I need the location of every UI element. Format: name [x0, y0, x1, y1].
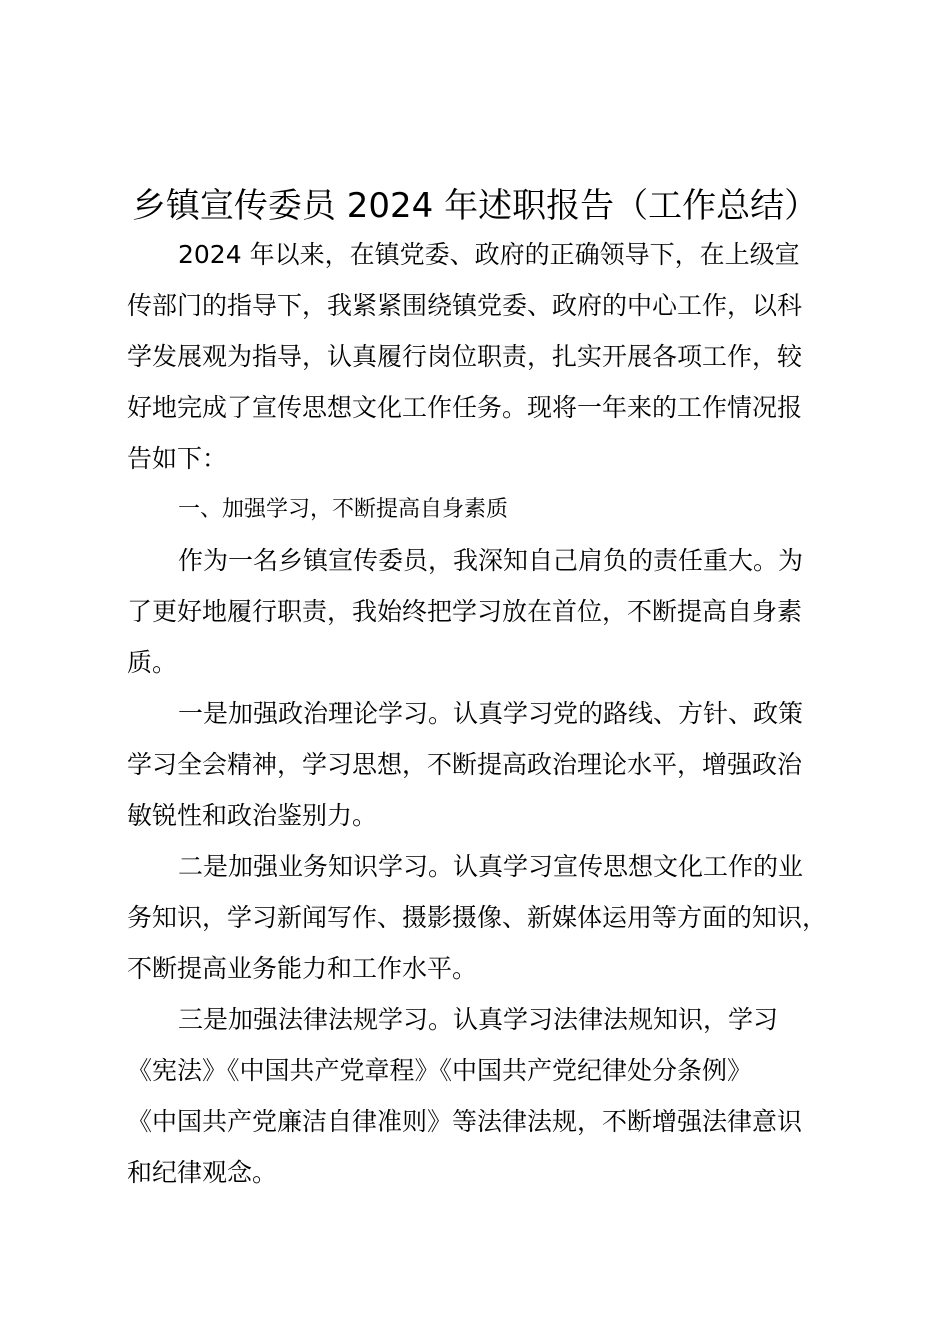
paragraph-line: 不断提高业务能力和工作水平。	[127, 954, 478, 983]
paragraph-line: 三是加强法律法规学习。认真学习法律法规知识，学习	[178, 1005, 779, 1034]
paragraph-business-study	[127, 841, 837, 994]
paragraph-political-study	[127, 688, 837, 841]
paragraph-line: 传部门的指导下，我紧紧围绕镇党委、政府的中心工作，以科	[127, 291, 803, 320]
section-heading-text: 一、加强学习，不断提高自身素质	[178, 497, 509, 522]
paragraph-line: 《宪法》《中国共产党章程》《中国共产党纪律处分条例》	[127, 1056, 753, 1085]
paragraph-responsibility	[127, 535, 837, 688]
document-body	[127, 229, 837, 1198]
paragraph-line: 敏锐性和政治鉴别力。	[127, 801, 378, 830]
paragraph-intro	[127, 229, 837, 484]
paragraph-law-study	[127, 994, 837, 1198]
paragraph-line: 二是加强业务知识学习。认真学习宣传思想文化工作的业	[178, 852, 804, 881]
paragraph-line: 告如下：	[127, 444, 228, 473]
paragraph-line: 务知识，学习新闻写作、摄影摄像、新媒体运用等方面的知识，	[127, 903, 828, 932]
paragraph-line: 质。	[127, 648, 178, 677]
paragraph-line: 《中国共产党廉洁自律准则》等法律法规，不断增强法律意识	[127, 1107, 803, 1136]
document-title: 乡镇宣传委员 2024 年述职报告（工作总结）	[131, 186, 819, 226]
paragraph-line: 学习全会精神，学习思想，不断提高政治理论水平，增强政治	[127, 750, 803, 779]
paragraph-line: 好地完成了宣传思想文化工作任务。现将一年来的工作情况报	[127, 393, 803, 422]
paragraph-line: 一是加强政治理论学习。认真学习党的路线、方针、政策	[178, 699, 804, 728]
paragraph-line: 和纪律观念。	[127, 1158, 278, 1187]
paragraph-line: 学发展观为指导，认真履行岗位职责，扎实开展各项工作，较	[127, 342, 803, 371]
paragraph-line: 作为一名乡镇宣传委员，我深知自己肩负的责任重大。为	[178, 546, 804, 575]
paragraph-line: 2024 年以来，在镇党委、政府的正确领导下，在上级宣	[178, 240, 800, 269]
section-heading	[127, 484, 837, 535]
paragraph-line: 了更好地履行职责，我始终把学习放在首位，不断提高自身素	[127, 597, 803, 626]
